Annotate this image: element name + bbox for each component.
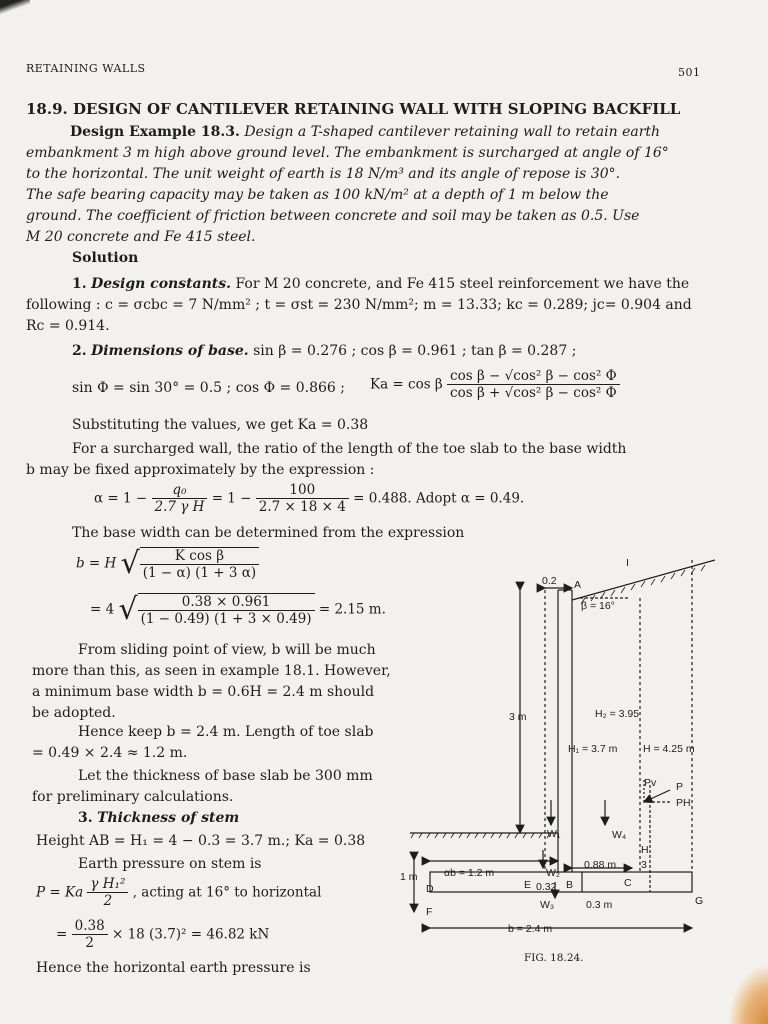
label-0.32: 0.32 — [536, 881, 557, 893]
slide-line-2: more than this, as seen in example 18.1. However, — [32, 663, 391, 679]
statement-line-6: M 20 concrete and Fe 415 steel. — [26, 229, 256, 245]
alpha-equation — [94, 482, 524, 515]
step-2-heading — [72, 341, 576, 362]
label-B: B — [566, 879, 574, 891]
label-W3: W₃ — [540, 899, 555, 911]
p-lhs: P = Ka — [36, 884, 84, 901]
label-1m: 1 m — [400, 871, 418, 883]
ground-hatch — [411, 833, 550, 838]
label-P: P — [676, 781, 684, 793]
step-1-title: Design constants. — [91, 276, 232, 292]
label-b: b = 2.4 m — [508, 923, 553, 935]
statement-line-2: embankment 3 m high above ground level. The embankment is surcharged at angle of 16° — [26, 145, 669, 161]
label-0.3: 0.3 m — [586, 899, 613, 911]
step-1-line-1: For M 20 concrete, and Fe 415 steel reinforcement we have the — [235, 276, 690, 292]
slide-line-4: be adopted. — [32, 705, 116, 721]
ka-fraction — [447, 368, 620, 401]
statement-line-4: The safe bearing capacity may be taken as 100 kN/m² at a depth of 1 m below the — [26, 187, 609, 203]
section-heading — [26, 100, 680, 118]
section-title: DESIGN OF CANTILEVER RETAINING WALL WITH SLOPING BACKFILL — [73, 100, 681, 118]
p-fraction — [87, 876, 128, 909]
keep-line-1: Hence keep b = 2.4 m. Length of toe slab — [78, 724, 374, 740]
ka-numerator: cos β − √cos² β − cos² Φ — [447, 368, 620, 385]
step-3-number: 3. — [78, 810, 93, 826]
p2-lhs: = — [56, 926, 68, 943]
sqrt-sign: √ — [120, 546, 140, 581]
alpha-rhs: = 0.488. Adopt α = 0.49. — [353, 490, 525, 507]
label-W2: W₂ — [546, 867, 560, 879]
p-denominator: 2 — [103, 893, 113, 909]
label-0.88: 0.88 m — [584, 859, 617, 871]
label-3m: 3 m — [509, 711, 527, 723]
page-corner-stain — [728, 964, 768, 1024]
alpha-f2-num: 100 — [256, 482, 349, 499]
keep-text — [32, 722, 402, 764]
statement-line-1: Design a T-shaped cantilever retaining wall to retain earth — [244, 124, 661, 140]
step-1-line-3: Rc = 0.914. — [26, 318, 110, 334]
ka-formula — [370, 368, 620, 401]
solution-heading: Solution — [72, 250, 139, 266]
step-2-values: sin β = 0.276 ; cos β = 0.961 ; tan β = 0.287 ; — [253, 343, 577, 359]
step-2-trig: sin Φ = sin 30° = 0.5 ; cos Φ = 0.866 ; — [72, 380, 345, 396]
label-C: C — [624, 877, 632, 889]
figure-caption: FIG. 18.24. — [524, 952, 584, 964]
label-I: I — [626, 557, 629, 569]
ka-lhs: Ka = cos β — [370, 376, 443, 393]
page-shadow-corner — [0, 0, 30, 14]
alpha-f1-num: q₀ — [152, 482, 208, 499]
b2-fraction — [138, 593, 315, 627]
p2-denominator: 2 — [85, 935, 94, 951]
surcharge-line-2: b may be fixed approximately by the expression : — [26, 462, 375, 478]
label-alpha-b: αb = 1.2 m — [444, 867, 495, 879]
example-statement — [26, 122, 716, 248]
b2-numerator: 0.38 × 0.961 — [138, 594, 315, 611]
p-rhs: , acting at 16° to horizontal — [132, 884, 322, 901]
p2-fraction — [72, 918, 108, 951]
b-formula-2 — [90, 592, 386, 627]
label-H3-den: 3 — [641, 859, 647, 871]
label-H1: H₁ = 3.7 m — [568, 743, 618, 755]
step-1-number: 1. — [72, 276, 87, 292]
label-A: A — [574, 579, 582, 591]
label-H2: H₂ = 3.95 — [595, 708, 640, 720]
alpha-f1-den: 2.7 γ H — [154, 499, 205, 515]
alpha-f2-den: 2.7 × 18 × 4 — [258, 499, 346, 515]
label-F: F — [426, 906, 433, 918]
surcharge-text — [26, 439, 716, 481]
step-3-title: Thickness of stem — [97, 810, 240, 826]
backfill-hatch — [581, 565, 705, 604]
p2-numerator: 0.38 — [72, 918, 108, 935]
surcharge-line-1: For a surcharged wall, the ratio of the length of the toe slab to the base width — [72, 441, 627, 457]
retaining-wall-figure — [400, 550, 730, 970]
b-formula — [76, 546, 259, 581]
p2-rhs: × 18 (3.7)² = 46.82 kN — [111, 926, 270, 943]
backfill-slope-line — [572, 560, 715, 600]
step-1 — [26, 274, 716, 337]
thick-line-1: Let the thickness of base slab be 300 mm — [78, 768, 373, 784]
label-W4: W₄ — [612, 829, 627, 841]
thickness-text — [32, 766, 402, 808]
ka-denominator: cos β + √cos² β − cos² Φ — [450, 385, 617, 401]
p-arrow — [644, 790, 670, 802]
step-2-number: 2. — [72, 343, 87, 359]
label-W1: W₁ — [547, 828, 561, 840]
label-Pv: Pv — [644, 777, 657, 789]
b2-denominator: (1 − 0.49) (1 + 3 × 0.49) — [140, 610, 312, 627]
label-H: H = 4.25 m — [643, 743, 695, 755]
p2-formula — [56, 918, 269, 951]
label-D: D — [426, 883, 434, 895]
b2-lhs: = 4 — [90, 601, 115, 618]
b-denominator: (1 − α) (1 + 3 α) — [142, 564, 257, 581]
sliding-text — [32, 640, 402, 724]
section-number: 18.9. — [26, 100, 68, 118]
statement-line-5: ground. The coefficient of friction between concrete and soil may be taken as 0.5. Use — [26, 208, 640, 224]
height-line: Height AB = H₁ = 4 − 0.3 = 3.7 m.; Ka = 0.38 — [36, 833, 366, 849]
b-lhs: b = H — [76, 555, 117, 572]
p-numerator: γ H₁² — [87, 876, 128, 893]
statement-line-3: to the horizontal. The unit weight of earth is 18 N/m³ and its angle of repose is 30°. — [26, 166, 621, 182]
thick-line-2: for preliminary calculations. — [32, 789, 234, 805]
sqrt-sign-2: √ — [118, 592, 138, 627]
earth-pressure-line: Earth pressure on stem is — [78, 856, 262, 872]
base-width-text: The base width can be determined from the expression — [72, 525, 465, 541]
alpha-fraction-1 — [152, 482, 208, 515]
substitution-line: Substituting the values, we get Ka = 0.38 — [72, 417, 369, 433]
label-top-width: 0.2 — [542, 575, 557, 587]
p-formula — [36, 876, 321, 909]
alpha-fraction-2 — [256, 482, 349, 515]
label-G: G — [695, 895, 704, 907]
page-number: 501 — [678, 66, 701, 79]
label-PH: PH — [676, 797, 691, 809]
b2-rhs: = 2.15 m. — [318, 601, 386, 618]
b-fraction — [140, 547, 259, 581]
slide-line-1: From sliding point of view, b will be much — [78, 642, 376, 658]
keep-line-2: = 0.49 × 2.4 ≈ 1.2 m. — [32, 745, 188, 761]
example-label: Design Example 18.3. — [70, 124, 240, 140]
slide-line-3: a minimum base width b = 0.6H = 2.4 m should — [32, 684, 375, 700]
label-beta: β = 16° — [581, 600, 615, 612]
alpha-mid: = 1 − — [211, 490, 252, 507]
b-numerator: K cos β — [140, 548, 259, 565]
label-H3-num: H — [641, 844, 649, 856]
last-line: Hence the horizontal earth pressure is — [36, 960, 311, 976]
label-E: E — [524, 879, 532, 891]
step-3-heading — [78, 808, 239, 829]
running-title: RETAINING WALLS — [26, 62, 146, 75]
alpha-lhs: α = 1 − — [94, 490, 148, 507]
step-1-line-2: following : c = σcbc = 7 N/mm² ; t = σst = 230 N/mm²; m = 13.33; kc = 0.289; jc= 0.904 and — [26, 297, 692, 313]
step-2-title: Dimensions of base. — [91, 343, 249, 359]
